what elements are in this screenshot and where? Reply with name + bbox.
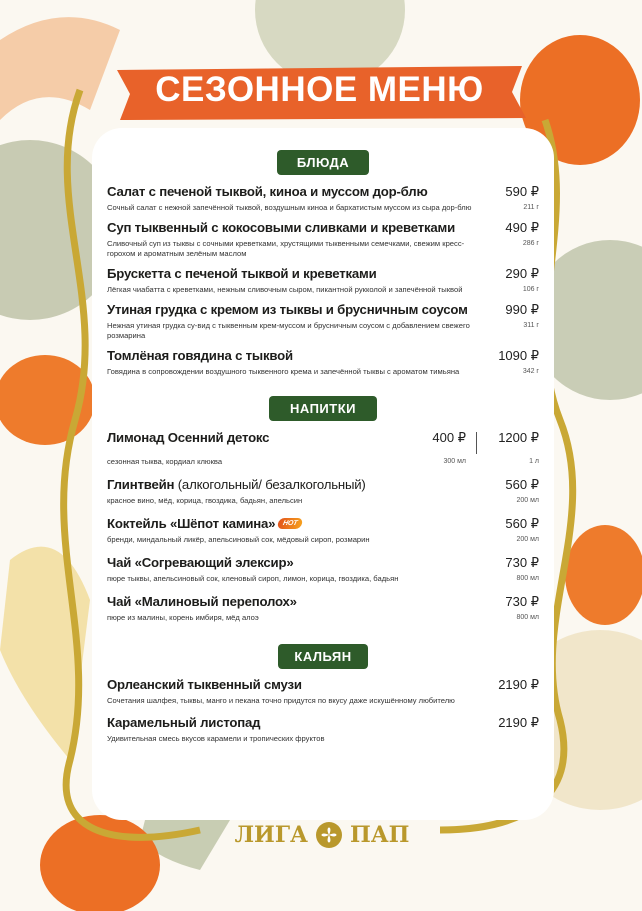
item-weight: 800 мл [516,575,539,582]
item-name: Карамельный листопад [107,715,261,730]
item-price: 1200 ₽ [498,430,539,445]
menu-item [107,477,539,506]
item-name: Салат с печеной тыквой, киноа и муссом дор-блю [107,184,428,199]
item-name: Лимонад Осенний детокс [107,430,270,445]
menu-item [107,184,539,213]
item-description: Лёгкая чиабатта с креветками, нежным сливочным сыром, пикантной рукколой и запечённой тыквой [107,285,463,294]
item-price: 730 ₽ [505,594,539,609]
item-description: сезонная тыква, кордиал клюква [107,457,223,466]
item-price: 2190 ₽ [498,715,539,730]
item-description: Сочный салат с нежной запечённой тыквой, воздушным киноа и бархатистым муссом из сыра дор-блю [107,203,472,212]
item-name: Чай «Согревающий элексир» [107,555,294,570]
item-description: Сочетания шалфея, тыквы, манго и пекана точно придутся по вкусу даже искушённому любителю [107,696,455,705]
item-price: 290 ₽ [505,266,539,281]
item-description: Говядина в сопровождении воздушного тыквенного крема и запечённой тыквы с ароматом тимьяна [107,367,460,376]
item-price: 590 ₽ [505,184,539,199]
menu-item [107,677,539,706]
menu-item [107,430,539,467]
item-weight: 200 мл [516,536,539,543]
menu-item [107,220,539,259]
logo-text-left: ЛИГА [234,822,308,848]
menu-item [107,555,539,584]
item-name: Чай «Малиновый переполох» [107,594,297,609]
item-name: Брускетта с печеной тыквой и креветками [107,266,377,281]
item-description: пюре тыквы, апельсиновый сок, кленовый сироп, лимон, корица, гвоздика, бадьян [107,574,399,583]
item-price: 1090 ₽ [498,348,539,363]
item-price: 730 ₽ [505,555,539,570]
section-header: БЛЮДА [277,150,369,175]
item-weight-small: 300 мл [443,458,466,465]
menu-item [107,715,539,744]
item-description: Удивительная смесь вкусов карамели и тропических фруктов [107,734,325,743]
item-description: бренди, миндальный ликёр, апельсиновый сок, мёдовый сироп, розмарин [107,535,370,544]
item-price: 490 ₽ [505,220,539,235]
logo [232,820,412,850]
section-header: НАПИТКИ [269,396,377,421]
hot-badge: HOT [277,518,304,529]
item-price: 2190 ₽ [498,677,539,692]
item-name: Коктейль «Шёпот камина» HOT [107,516,495,532]
page-title: СЕЗОННОЕ МЕНЮ [155,70,484,109]
section-header: КАЛЬЯН [278,644,368,669]
item-name: Томлёная говядина с тыквой [107,348,293,363]
logo-text-right: ПАП [349,822,410,848]
item-weight: 200 мл [516,497,539,504]
logo-emblem-icon [314,820,344,850]
item-weight: 342 г [522,368,539,375]
item-name: Суп тыквенный с кокосовыми сливками и креветками [107,220,456,235]
item-weight: 311 г [523,322,539,329]
item-weight: 1 л [529,458,539,465]
item-name: Глинтвейн (алкогольный/ безалкогольный) [107,477,366,492]
item-weight: 286 г [522,240,539,247]
divider [476,432,477,454]
item-name-extra: (алкогольный/ безалкогольный) [174,477,366,492]
item-price: 560 ₽ [505,477,539,492]
menu-list [107,150,539,744]
menu-item [107,516,539,545]
item-description: красное вино, мёд, корица, гвоздика, бадьян, апельсин [107,496,303,505]
item-price: 560 ₽ [505,516,539,531]
pumpkin-icon [565,525,642,625]
item-price: 990 ₽ [505,302,539,317]
menu-item [107,594,539,623]
item-description: Нежная утиная грудка су-вид с тыквенным крем-муссом и брусничным соусом с добавлением свежего розмарина [107,321,470,340]
item-weight: 211 г [523,204,539,211]
item-price-small: 400 ₽ [432,430,466,445]
menu-item [107,266,539,295]
item-name: Орлеанский тыквенный смузи [107,677,302,692]
menu-item [107,348,539,377]
menu-item [107,302,539,341]
item-name: Утиная грудка с кремом из тыквы и брусничным соусом [107,302,468,317]
item-weight: 106 г [522,286,539,293]
item-weight: 800 мл [516,614,539,621]
item-description: пюре из малины, корень имбиря, мёд алоэ [107,613,259,622]
item-description: Сливочный суп из тыквы с сочными креветками, хрустящими тыквенными семечками, свежим кресс-горохом и ароматным зелёным маслом [107,239,465,258]
